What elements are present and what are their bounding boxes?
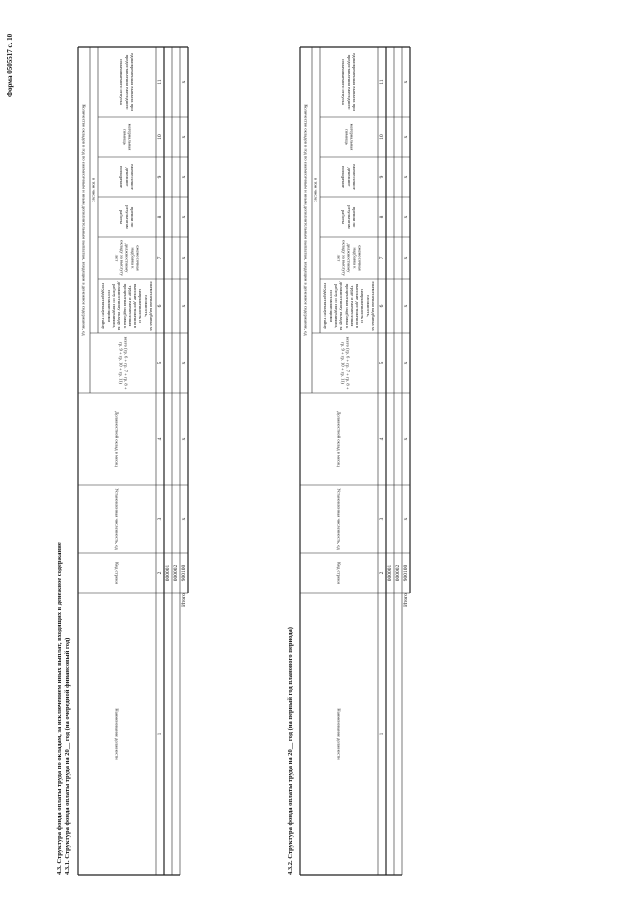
total-cell-x: x — [180, 361, 187, 365]
row-code: 000001 — [164, 564, 171, 582]
col-header-c7-text: ежемесячная надбавка к должностному окладу за выслугу лет — [114, 240, 141, 276]
col-header-salary-text: Должностной оклад в месяц — [336, 411, 342, 467]
col-header-staff — [300, 485, 378, 553]
total-cell-x: x — [402, 175, 409, 179]
row-code: 000002 — [394, 564, 401, 582]
col-header-c9-text: ежемесячное денежное поощрение — [341, 164, 357, 190]
table-cell — [394, 333, 402, 393]
col-header-c6 — [320, 279, 378, 333]
total-cell-x: x — [180, 517, 187, 521]
col-header-total — [312, 333, 378, 393]
col-header-total-text: всего (гр. 6 + гр. 7 + гр. 8 + гр. 9 + гр. 10 + гр. 11) — [118, 336, 129, 390]
total-cell-x: x — [402, 437, 409, 441]
col-header-staff-text: Установленная численность, ед — [336, 488, 342, 550]
col-header-c6-text: ежемесячная надбавка за сложность, напряженность и высокие достижения в труде и ежемесячная процентная надбавка к должностному окладу за работу со сведениями, составляющими государственную тайну — [322, 281, 376, 331]
column-number: 10 — [156, 134, 163, 140]
table-cell — [394, 157, 402, 197]
total-cell-x: x — [180, 304, 187, 308]
total-code: 900100 — [180, 564, 187, 582]
column-number: 9 — [156, 175, 163, 179]
total-cell-x: x — [402, 517, 409, 521]
col-header-c6-text: ежемесячная надбавка за сложность, напряженность и высокие достижения в труде и ежемесячная процентная надбавка к должностному окладу за работу со сведениями, составляющими государственную тайну — [100, 281, 154, 331]
table-cell — [386, 157, 394, 197]
col-header-c11 — [320, 47, 378, 117]
total-label: Итого — [180, 593, 187, 607]
col-header-incl — [312, 47, 320, 333]
column-number: 5 — [156, 361, 163, 365]
col-header-code — [300, 553, 378, 593]
col-group-header-text: Количество окладов в год по ежемесячным и иным дополнительным выплатам, входящим в денежное содержание, ед — [303, 104, 309, 336]
column-number: 2 — [378, 571, 385, 575]
table-cell — [394, 485, 402, 553]
total-cell-x: x — [180, 437, 187, 441]
column-number: 6 — [378, 304, 385, 308]
col-header-position-text: Наименование должности — [114, 708, 120, 760]
total-cell-x: x — [402, 215, 409, 219]
col-header-c8-text: премии по результатам работы — [341, 205, 357, 229]
form-reference: Форма 0505517 с. 10 — [6, 33, 14, 97]
table-cell — [386, 393, 394, 485]
table-cell — [386, 237, 394, 279]
col-header-salary-text: Должностной оклад в месяц — [114, 411, 120, 467]
total-cell-x: x — [402, 256, 409, 260]
column-number: 6 — [156, 304, 163, 308]
table-cell — [394, 393, 402, 485]
total-code: 900100 — [402, 564, 409, 582]
col-header-c8-text: премии по результатам работы — [119, 205, 135, 229]
col-header-total-text: всего (гр. 6 + гр. 7 + гр. 8 + гр. 9 + гр. 10 + гр. 11) — [340, 336, 351, 390]
col-header-position — [300, 593, 378, 875]
column-number: 11 — [156, 79, 163, 85]
col-header-code-text: Код строки — [114, 562, 120, 584]
total-cell-x: x — [180, 175, 187, 179]
col-header-c11-text: единовременная выплата при предоставлении ежегодного оплачиваемого отпуска — [119, 53, 135, 111]
col-header-staff-text: Установленная численность, ед — [114, 488, 120, 550]
table-cell — [386, 485, 394, 553]
col-header-c10-text: материальная помощь — [344, 123, 355, 151]
column-number: 1 — [378, 732, 385, 736]
column-number: 7 — [378, 256, 385, 260]
col-header-c10-text: материальная помощь — [122, 123, 133, 151]
column-number: 9 — [378, 175, 385, 179]
column-number: 7 — [156, 256, 163, 260]
column-number: 2 — [156, 571, 163, 575]
col-header-position-text: Наименование должности — [336, 708, 342, 760]
total-cell-x: x — [180, 256, 187, 260]
col-header-incl-text: в том числе: — [313, 178, 319, 202]
table-cell — [394, 117, 402, 157]
table-cell — [394, 197, 402, 237]
row-code: 000002 — [172, 564, 179, 582]
total-cell-x: x — [402, 304, 409, 308]
section-title: 4.3. Структура фонда оплаты труда по окладам, за исключением иных выплат, входящих в денежное содержание — [56, 542, 63, 875]
row-code: 000001 — [386, 564, 393, 582]
total-cell-x: x — [180, 80, 187, 84]
table-cell — [386, 197, 394, 237]
col-header-c11-text: единовременная выплата при предоставлении ежегодного оплачиваемого отпуска — [341, 53, 357, 111]
table-title: 4.3.1. Структура фонда оплаты труда на 20__ год (на очередной финансовый год) — [64, 637, 71, 875]
column-number: 3 — [156, 517, 163, 521]
total-cell-x: x — [180, 215, 187, 219]
column-number: 1 — [156, 732, 163, 736]
total-cell-x: x — [180, 135, 187, 139]
col-header-c9 — [320, 157, 378, 197]
table-cell — [386, 47, 394, 117]
col-header-salary — [300, 393, 378, 485]
column-number: 8 — [156, 215, 163, 219]
col-header-c8 — [320, 197, 378, 237]
table-cell — [394, 237, 402, 279]
col-header-incl-text: в том числе: — [91, 178, 97, 202]
table-cell — [394, 279, 402, 333]
col-header-code-text: Код строки — [336, 562, 342, 584]
total-label: Итого — [402, 593, 409, 607]
column-number: 11 — [378, 79, 385, 85]
col-header-c7 — [320, 237, 378, 279]
table-cell — [386, 333, 394, 393]
table-cell — [386, 279, 394, 333]
col-header-c10 — [320, 117, 378, 157]
column-number: 3 — [378, 517, 385, 521]
col-group-header — [300, 47, 312, 393]
column-number: 4 — [378, 437, 385, 441]
total-cell-x: x — [402, 361, 409, 365]
column-number: 8 — [378, 215, 385, 219]
table-title: 4.3.2. Структура фонда оплаты труда на 20__ год (на первый год планового периода) — [287, 627, 294, 875]
table-cell — [394, 47, 402, 117]
col-group-header-text: Количество окладов в год по ежемесячным и иным дополнительным выплатам, входящим в денежное содержание, ед — [81, 104, 87, 336]
column-number: 10 — [378, 134, 385, 140]
table-cell — [386, 117, 394, 157]
total-cell-x: x — [402, 135, 409, 139]
total-cell-x: x — [402, 80, 409, 84]
col-header-c9-text: ежемесячное денежное поощрение — [119, 164, 135, 190]
column-number: 5 — [378, 361, 385, 365]
column-number: 4 — [156, 437, 163, 441]
col-header-c7-text: ежемесячная надбавка к должностному окладу за выслугу лет — [336, 240, 363, 276]
